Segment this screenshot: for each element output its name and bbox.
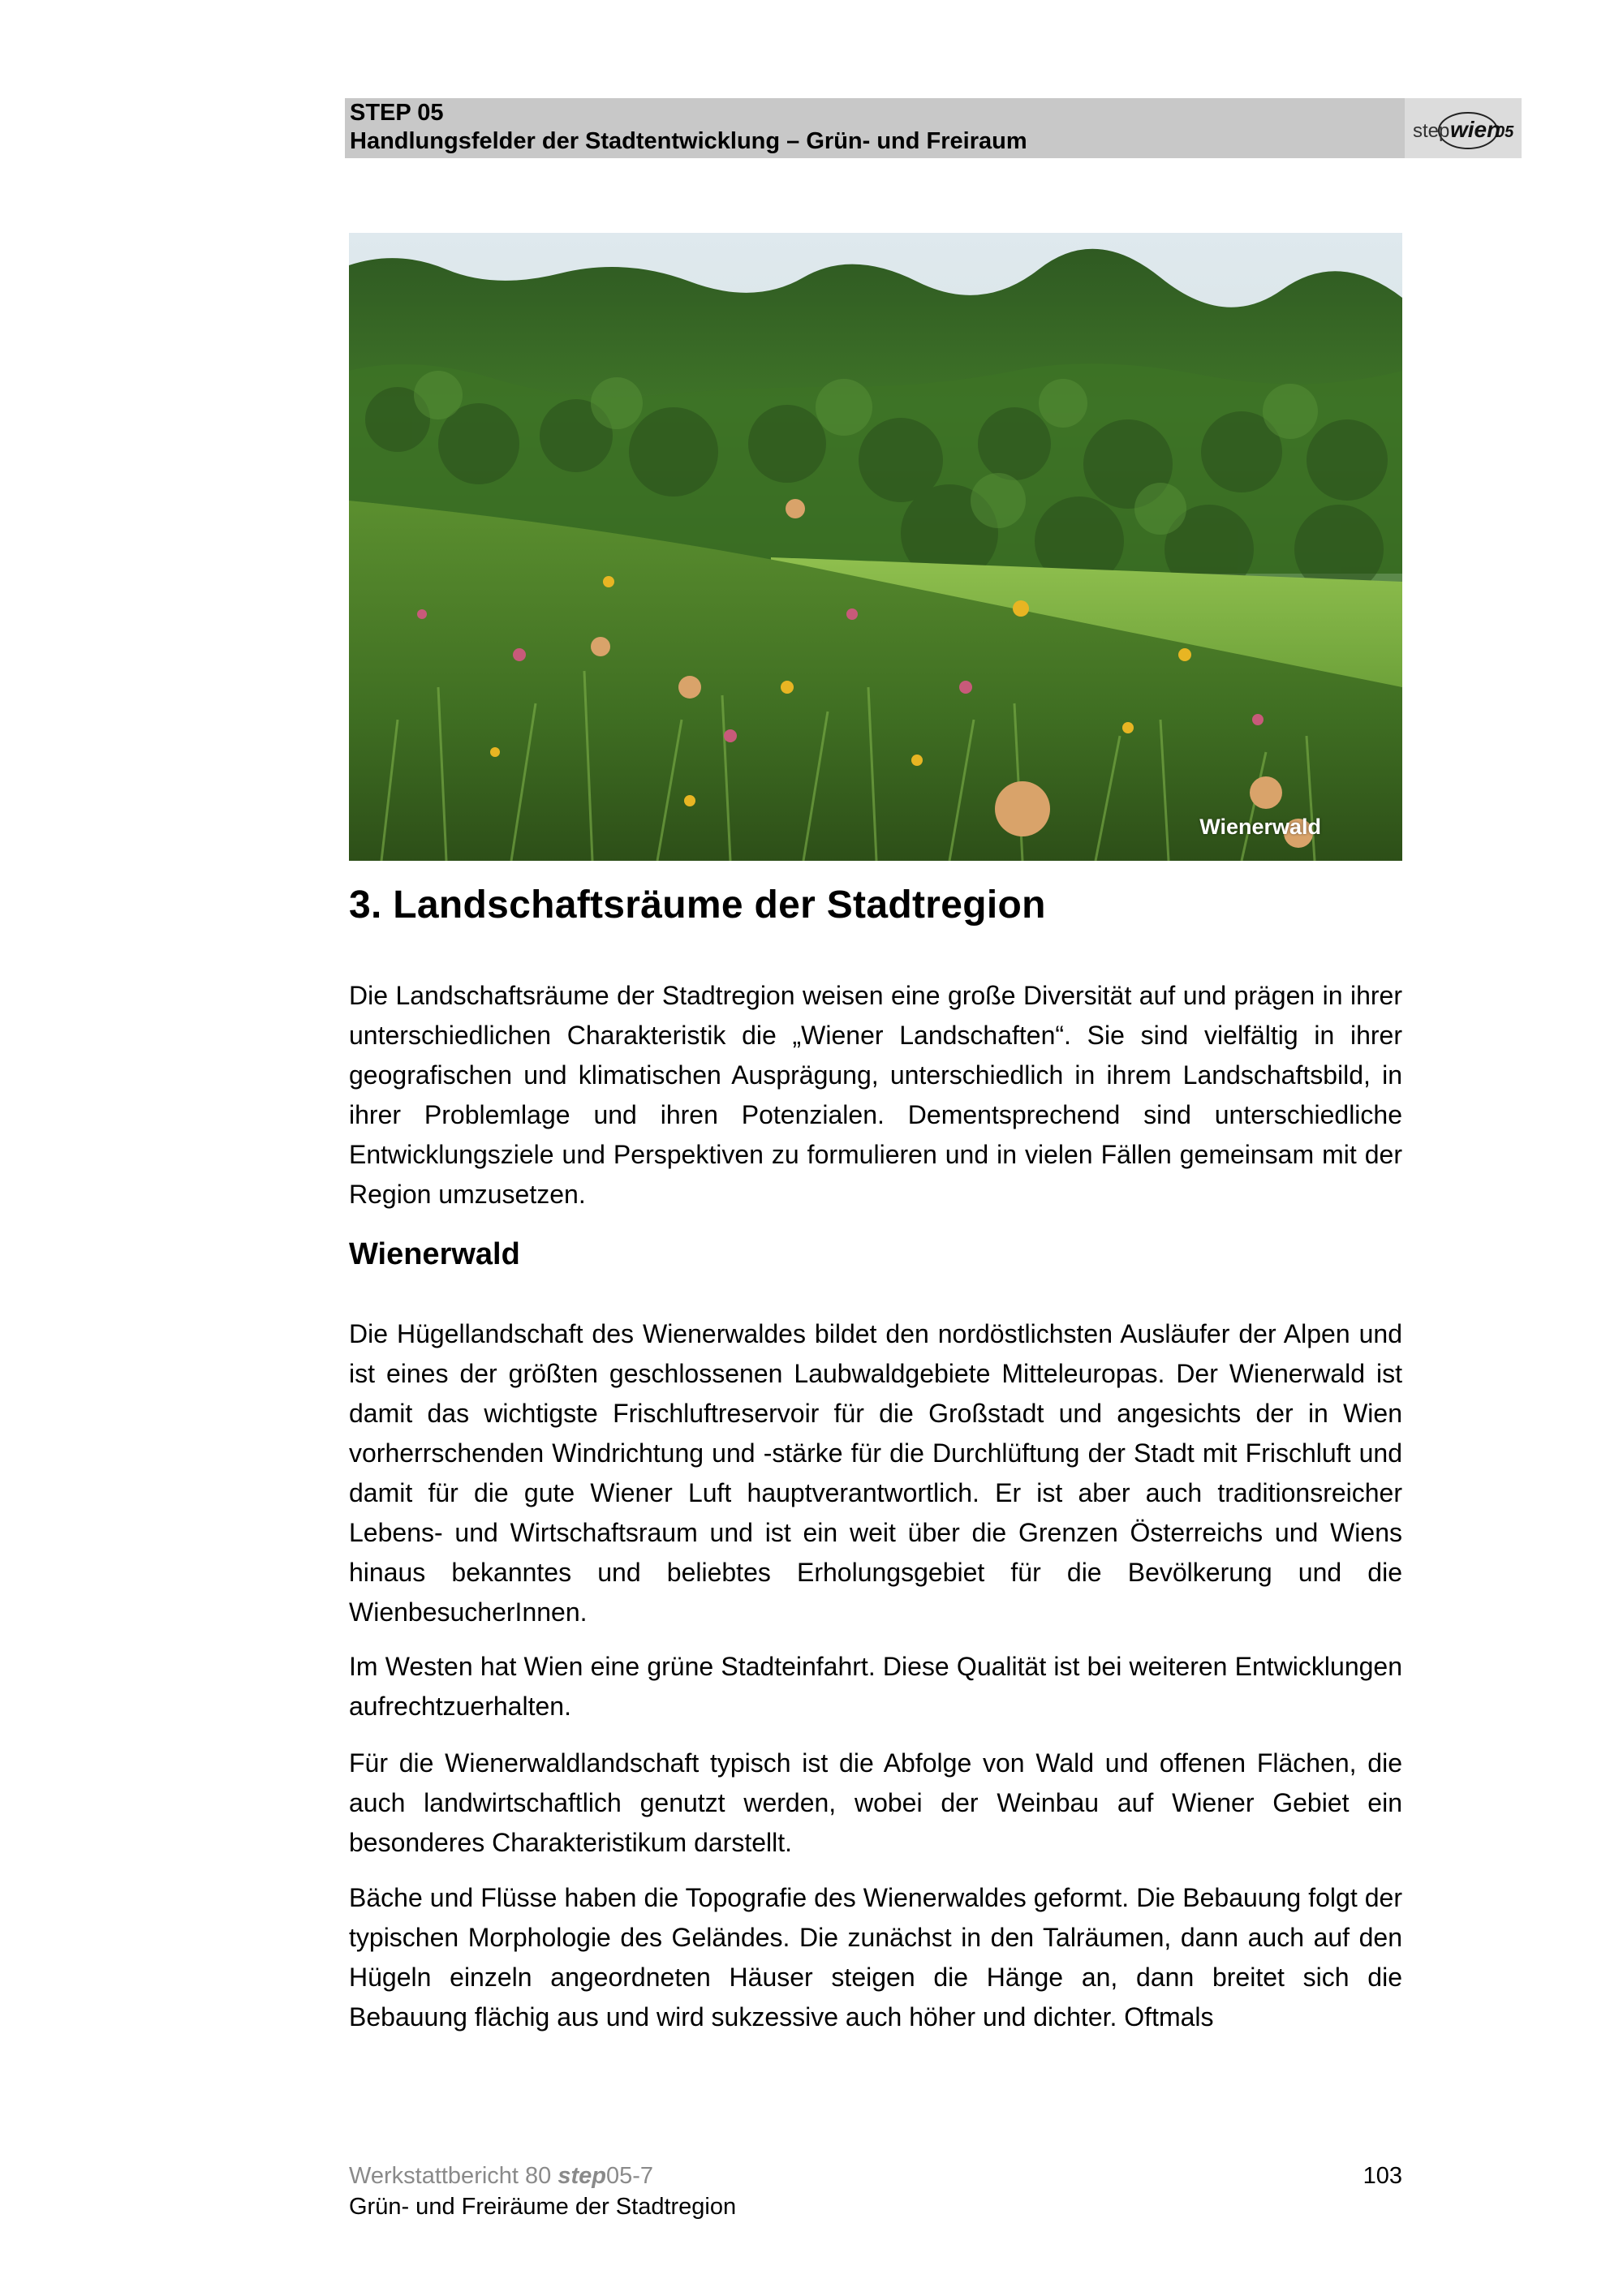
- svg-text:wien: wien: [1450, 117, 1501, 142]
- footer-report: Werkstattbericht 80: [349, 2163, 552, 2189]
- wienerwald-paragraph-2: Im Westen hat Wien eine grüne Stadteinfahrt. Diese Qualität ist bei weiteren Entwicklungen aufrechtzuerhalten.: [349, 1652, 1402, 1721]
- wienerwald-paragraph-1: Die Hügellandschaft des Wienerwaldes bildet den nordöstlichsten Ausläufer der Alpen und ist eines der größten geschlossenen Laubwaldgebiete Mitteleuropas. Der Wienerwald ist damit das wichtigste Frischluftreservoir für die Großstadt und angesichts der in Wien vorherrschenden Windrichtung und -stärke für die Durchlüftung der Stadt mit Frischluft und damit für die gute Wiener Luft hauptverantwortlich. Er ist aber auch traditionsreicher Lebens- und Wirtschaftsraum und ist ein weit über die Grenzen Österreichs und Wiens hinaus bekanntes und beliebtes Erholungsgebiet für die Bevölkerung und die WienbesucherInnen.: [349, 1319, 1402, 1627]
- page-number: 103: [1363, 2163, 1402, 2189]
- photo-caption: Wienerwald: [1199, 815, 1321, 839]
- wienerwald-heading: Wienerwald: [349, 1237, 520, 1271]
- stepwien-logo: [1405, 98, 1522, 158]
- wienerwald-photo: [349, 233, 1402, 861]
- footer-step-suffix: 05-7: [606, 2163, 654, 2189]
- wienerwald-paragraph-4: Bäche und Flüsse haben die Topografie des Wienerwaldes geformt. Die Bebauung folgt der typischen Morphologie des Geländes. Die zunächst in den Talräumen, dann auch auf den Hügeln einzeln angeordneten Häuser steigen die Hänge an, dann breitet sich die Bebauung flächig aus und wird sukzessive auch höher und dichter. Oftmals: [349, 1883, 1402, 2032]
- wienerwald-paragraph-3: Für die Wienerwaldlandschaft typisch ist die Abfolge von Wald und offenen Flächen, die auch landwirtschaftlich genutzt werden, wobei der Weinbau auf Wiener Gebiet ein besonderes Charakteristikum darstellt.: [349, 1748, 1402, 1857]
- header-subtitle: Handlungsfelder der Stadtentwicklung – Grün- und Freiraum: [350, 128, 1027, 154]
- footer-step-prefix: step: [558, 2163, 606, 2189]
- meadow-landscape-image: [349, 233, 1402, 861]
- page-footer: [349, 2161, 736, 2222]
- intro-paragraph: Die Landschaftsräume der Stadtregion weisen eine große Diversität auf und prägen in ihrer unterschiedlichen Charakteristik die „Wiener Landschaften“. Sie sind vielfältig in ihrer geografischen und klimatischen Ausprägung, unterschiedlich in ihrem Landschaftsbild, in ihrer Problemlage und ihren Potenzialen. Dementsprechend sind unterschiedliche Entwicklungsziele und Perspektiven zu formulieren und in vielen Fällen gemeinsam mit der Region umzusetzen.: [349, 981, 1402, 1209]
- footer-line2: Grün- und Freiräume der Stadtregion: [349, 2194, 737, 2220]
- page-header: [345, 98, 1522, 158]
- svg-text:05: 05: [1496, 123, 1514, 141]
- stepwien-logo-icon: [1410, 105, 1518, 153]
- header-step: STEP 05: [350, 100, 444, 126]
- section-title: 3. Landschaftsräume der Stadtregion: [349, 884, 1046, 927]
- svg-text:step: step: [1413, 120, 1450, 142]
